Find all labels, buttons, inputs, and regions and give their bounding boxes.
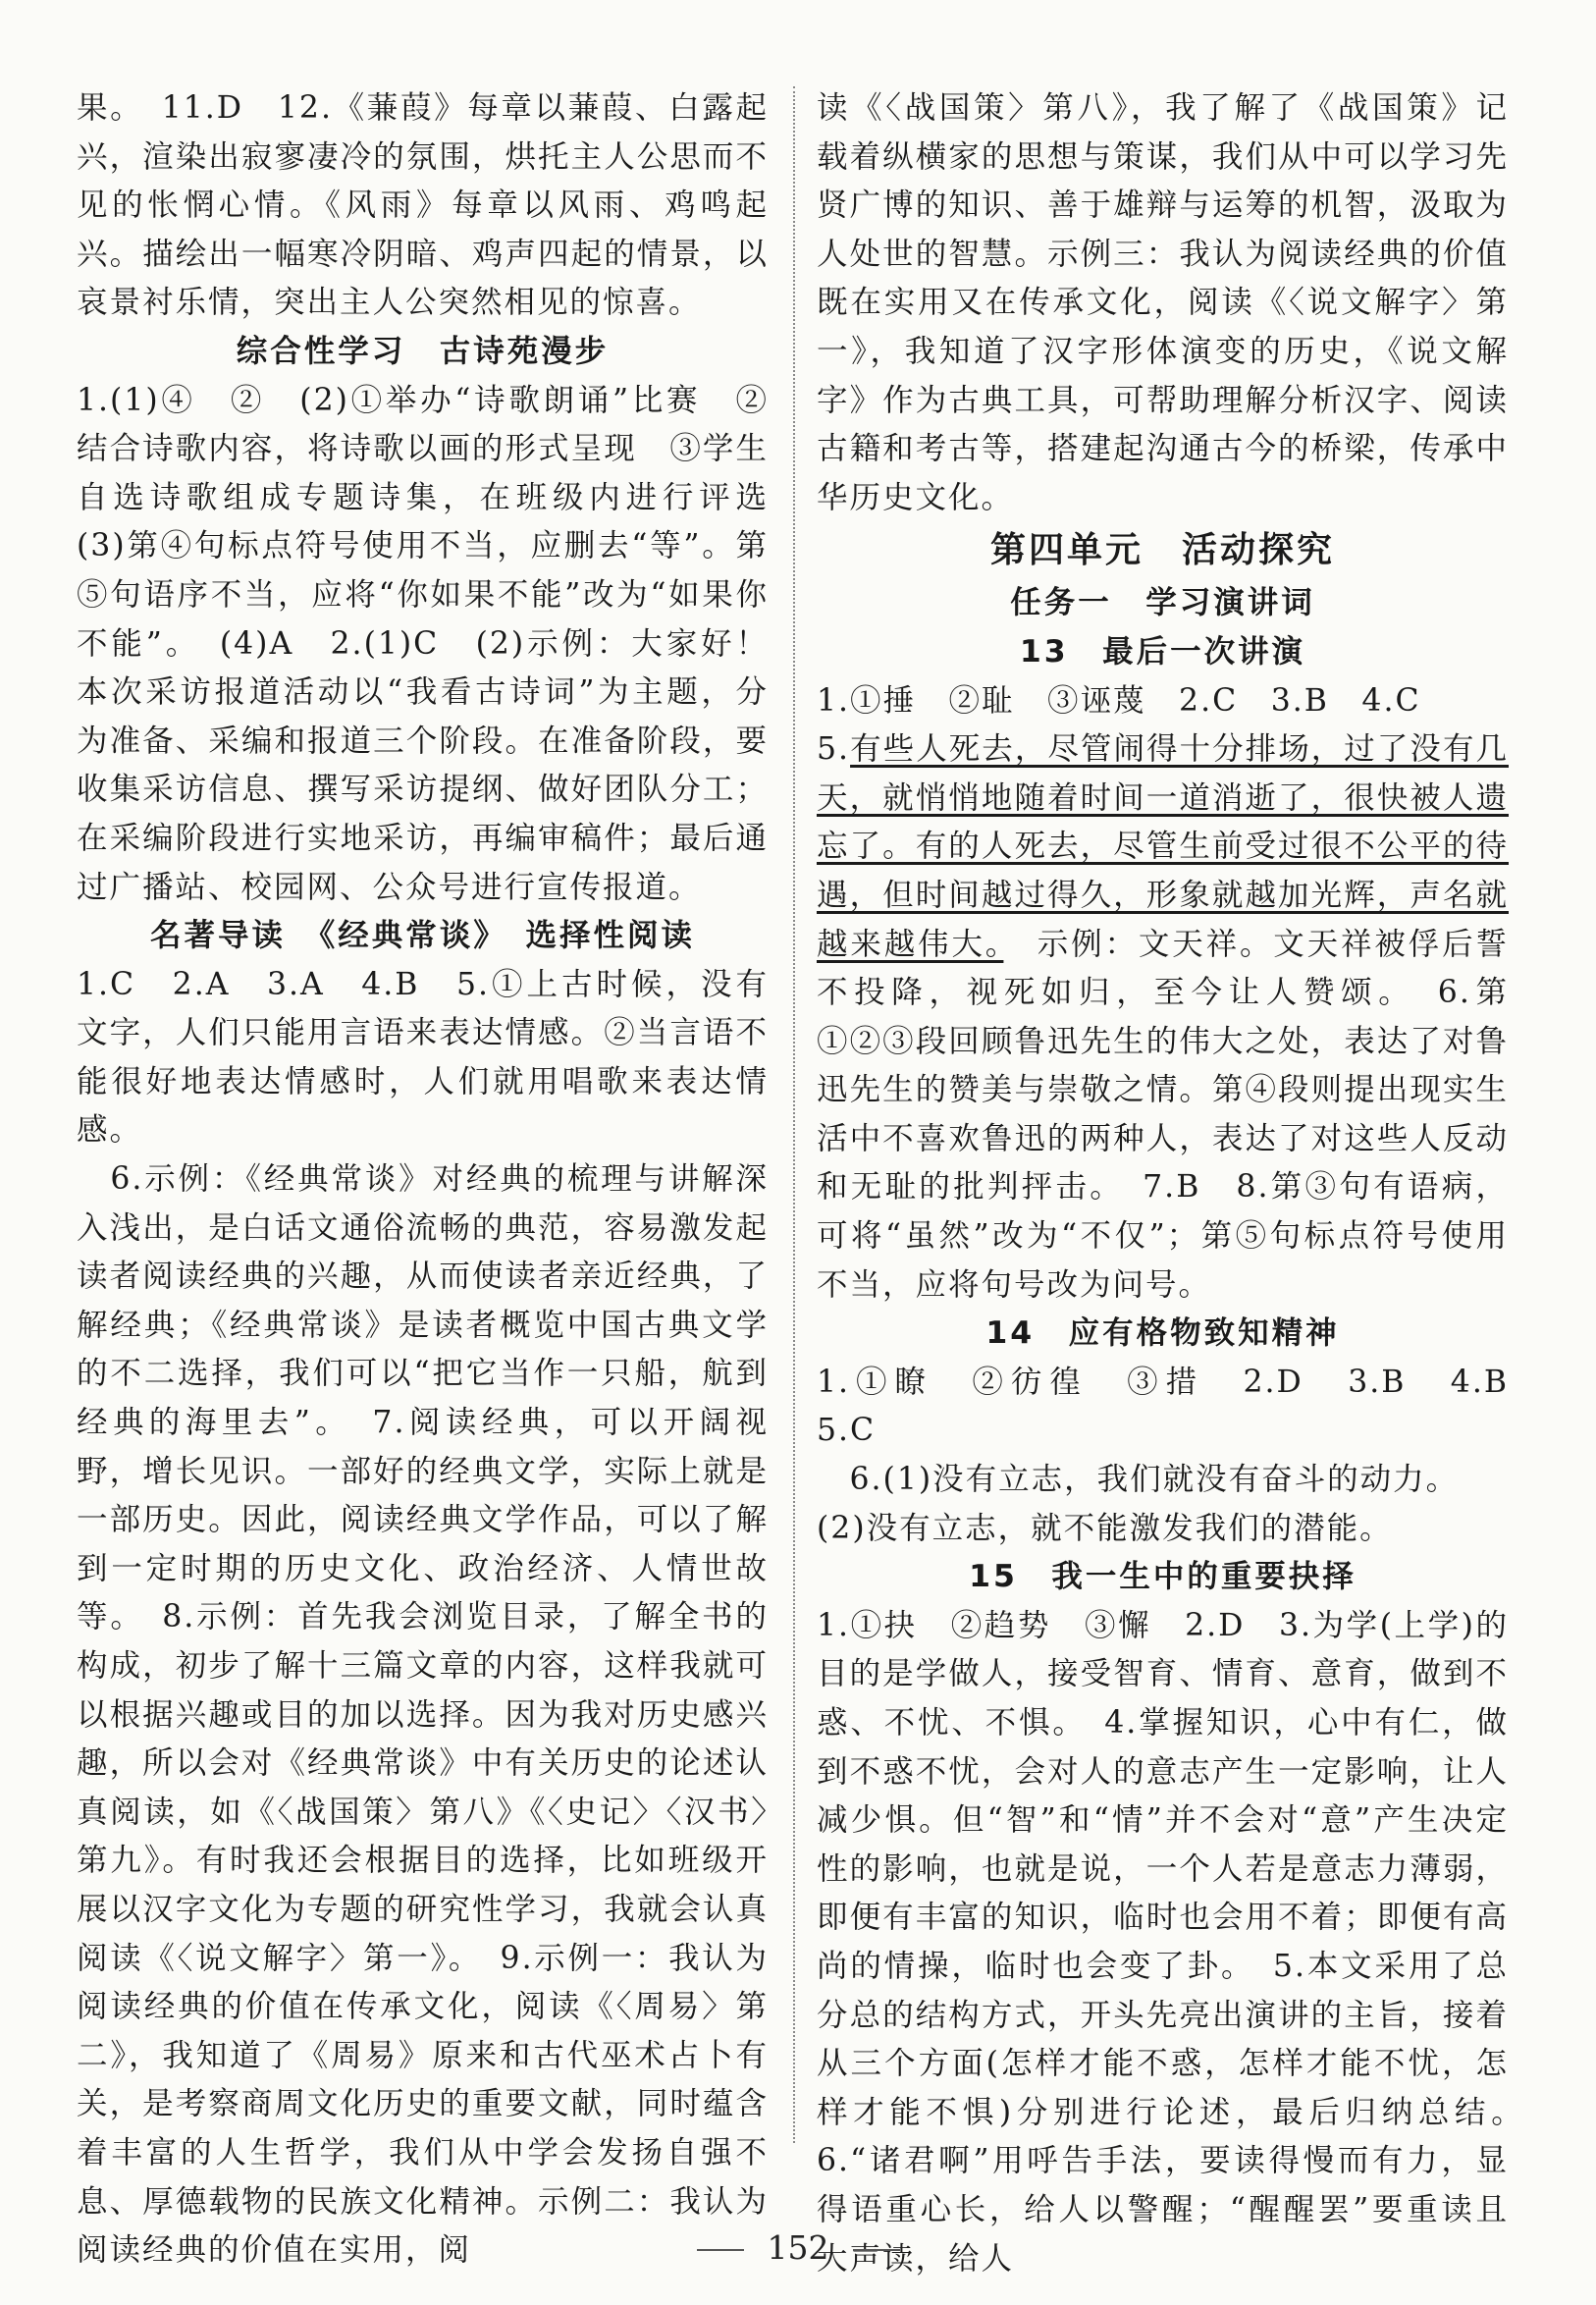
answer-paragraph — [817, 725, 1509, 1310]
answer-paragraph: 6.示例：《经典常谈》对经典的梳理与讲解深入浅出，是白话文通俗流畅的典范，容易激发起读者阅读经典的兴趣，从而使读者亲近经典，了解经典；《经典常谈》是读者概览中国古典文学的不二选择，我们可以“把它当作一只船，航到经典的海里去”。 7.阅读经典，可以开阔视野，增长见识。一部好的经典文学，实际上就是一部历史。因此，阅读经典文学作品，可以了解到一定时期的历史文化、政治经济、人情世故等。 8.示例：首先我会浏览目录，了解全书的构成，初步了解十三篇文章的内容，这样我就可以根据兴趣或目的加以选择。因为我对历史感兴趣，所以会对《经典常谈》中有关历史的论述认真阅读，如《〈战国策〉第八》《〈史记〉〈汉书〉第九》。有时我还会根据目的选择，比如班级开展以汉字文化为专题的研究性学习，我就会认真阅读《〈说文解字〉第一》。 9.示例一：我认为阅读经典的价值在传承文化，阅读《〈周易〉第二》，我知道了《周易》原来和古代巫术占卜有关，是考察商周文化历史的重要文献，同时蕴含着丰富的人生哲学，我们从中学会发扬自强不息、厚德载物的民族文化精神。示例二：我认为阅读经典的价值在实用，阅 — [77, 1161, 769, 2269]
underlined-quote: 有些人死去，尽管闹得十分排场，过了没有几天，就悄悄地随着时间一道消逝了，很快被人遗忘了。有的人死去，尽管生前受过很不公平的待遇，但时间越过得久，形象就越加光辉，声名就越来越伟大。 — [817, 731, 1509, 962]
lesson-heading-15: 15 我一生中的重要抉择 — [969, 1559, 1357, 1595]
answer-paragraph: 1.(1)④ ② (2)①举办“诗歌朗诵”比赛 ②结合诗歌内容，将诗歌以画的形式呈现 ③学生自选诗歌组成专题诗集，在班级内进行评选 (3)第④句标点符号使用不当，应删去“等”。第⑤句语序不当，应将“你如果不能”改为“如果你不能”。 (4)A 2.(1)C (2)示例：大家好！本次采访报道活动以“我看古诗词”为主题，分为准备、采编和报道三个阶段。在准备阶段，要收集采访信息、撰写采访提纲、做好团队分工；在采编阶段进行实地采访，再编审稿件；最后通过广播站、校园网、公众号进行宣传报道。 — [77, 382, 802, 905]
task-heading: 任务一 学习演讲词 — [1010, 585, 1315, 621]
answer-paragraph: 1.①瞭 ②彷徨 ③措 2.D 3.B 4.B 5.C — [817, 1364, 1542, 1449]
page-number: 152 — [767, 2228, 829, 2267]
answer-paragraph: 6.(1)没有立志，我们就没有奋斗的动力。 — [817, 1462, 1460, 1498]
answer-paragraph: 果。 11.D 12.《蒹葭》每章以蒹葭、白露起兴，渲染出寂寥凄冷的氛围，烘托主人公思而不见的怅惘心情。《风雨》每章以风雨、鸡鸣起兴。描绘出一幅寒冷阴暗、鸡声四起的情景，以哀景衬乐情，突出主人公突然相见的惊喜。 — [77, 90, 769, 321]
answer-text: 示例：文天祥。文天祥被俘后誓不投降，视死如归，至今让人赞颂。 6.第①②③段回顾鲁迅先生的伟大之处，表达了对鲁迅先生的赞美与崇敬之情。第④段则提出现实生活中不喜欢鲁迅的两种人，表达了对这些人反动和无耻的批判抨击。 7.B 8.第③句有语病，可将“虽然”改为“不仅”；第⑤句标点符号使用不当，应将句号改为问号。 — [817, 926, 1509, 1303]
footer-dash — [697, 2249, 744, 2251]
right-column — [817, 84, 1542, 2283]
answer-paragraph: 1.①抉 ②趋势 ③懈 2.D 3.为学(上学)的目的是学做人，接受智育、情育、意育，做到不惑、不忧、不惧。 4.掌握知识，心中有仁，做到不惑不忧，会对人的意志产生一定影响，让人减少惧。但“智”和“情”并不会对“意”产生决定性的影响，也就是说，一个人若是意志力薄弱，即便有丰富的知识，临时也会用不着；即便有高尚的情操，临时也会变了卦。 5.本文采用了总分总的结构方式，开头先亮出演讲的主旨，接着从三个方面(怎样才能不惑，怎样才能不忧，怎样才能不惧)分别进行论述，最后归纳总结。 6.“诸君啊”用呼告手法，要读得慢而有力，显得语重心长，给人以警醒；“醒醒罢”要重读且大声读，给人 — [817, 1607, 1542, 2277]
lesson-heading-14: 14 应有格物致知精神 — [985, 1315, 1340, 1352]
answer-paragraph: (2)没有立志，就不能激发我们的潜能。 — [817, 1510, 1393, 1546]
answer-paragraph: 1.C 2.A 3.A 4.B 5.①上古时候，没有文字，人们只能用言语来表达情感。②当言语不能很好地表达情感时，人们就用唱歌来表达情感。 — [77, 966, 769, 1149]
column-divider — [793, 86, 795, 2143]
footer-dash — [853, 2249, 900, 2251]
page-footer — [0, 2228, 1596, 2267]
answer-paragraph: 读《〈战国策〉第八》，我了解了《战国策》记载着纵横家的思想与策谋，我们从中可以学习先贤广博的知识、善于雄辩与运筹的机智，汲取为人处世的智慧。示例三：我认为阅读经典的价值既在实用又在传承文化，阅读《〈说文解字〉第一》，我知道了汉字形体演变的历史，《说文解字》作为古典工具，可帮助理解分析汉字、阅读古籍和考古等，搭建起沟通古今的桥梁，传承中华历史文化。 — [817, 90, 1509, 515]
section-heading: 综合性学习 古诗苑漫步 — [236, 333, 610, 369]
question-number: 5. — [817, 731, 851, 768]
lesson-heading-13: 13 最后一次讲演 — [1019, 633, 1306, 670]
answer-paragraph: 1.①捶 ②耻 ③诬蔑 2.C 3.B 4.C — [817, 682, 1421, 719]
unit-heading: 第四单元 活动探究 — [989, 530, 1335, 571]
section-heading: 名著导读 《经典常谈》 选择性阅读 — [149, 918, 695, 954]
